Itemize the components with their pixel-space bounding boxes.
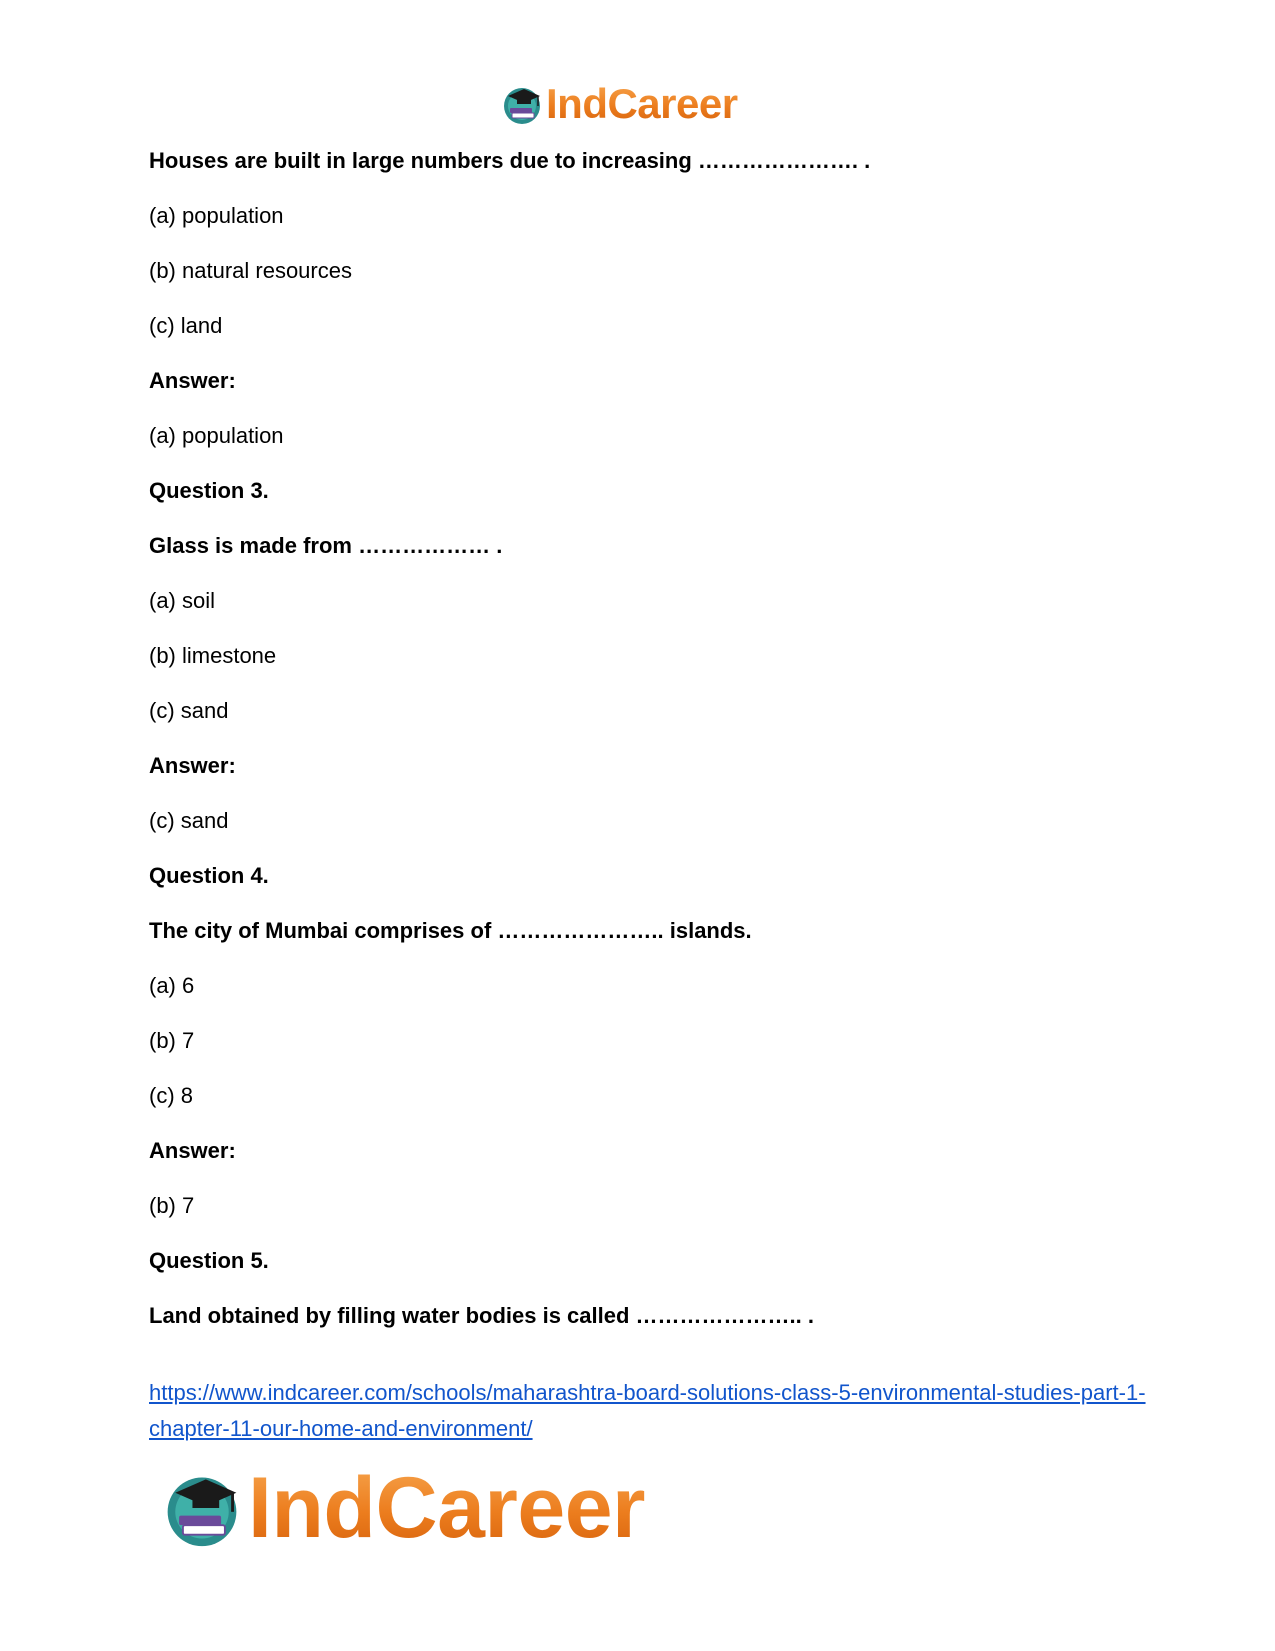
question-3-answer: (c) sand (149, 808, 229, 833)
question-4-answer-label: Answer: (149, 1138, 236, 1163)
question-4-answer: (b) 7 (149, 1193, 195, 1218)
question-3-option-a: (a) soil (149, 588, 216, 613)
question-3-text: Glass is made from ……………… . (149, 533, 503, 558)
question-4-option-b: (b) 7 (149, 1028, 195, 1053)
question-2-option-c: (c) land (149, 313, 223, 338)
question-3-option-b: (b) limestone (149, 643, 277, 668)
question-2-answer: (a) population (149, 423, 284, 448)
question-5-heading: Question 5. (149, 1248, 269, 1273)
brand-name: IndCareer (248, 1460, 645, 1556)
graduation-globe-icon (500, 82, 544, 126)
question-2-answer-label: Answer: (149, 368, 236, 393)
question-4-option-c: (c) 8 (149, 1083, 193, 1108)
source-link[interactable]: https://www.indcareer.com/schools/maharashtra-board-solutions-class-5-environmental-studies-part-1-chapter-11-our-home-and-environment/ (149, 1380, 1146, 1441)
question-3-answer-label: Answer: (149, 753, 236, 778)
question-4-option-a: (a) 6 (149, 973, 195, 998)
question-2-option-a: (a) population (149, 203, 284, 228)
graduation-globe-icon (160, 1466, 244, 1550)
question-3-heading: Question 3. (149, 478, 269, 503)
question-3-option-c: (c) sand (149, 698, 229, 723)
question-4-text: The city of Mumbai comprises of ………………….. islands. (149, 918, 752, 943)
question-5-text: Land obtained by filling water bodies is called ………………….. . (149, 1303, 814, 1328)
footer-logo (160, 1460, 645, 1556)
document-body (149, 147, 1149, 1357)
brand-name: IndCareer (546, 80, 738, 127)
question-2-option-b: (b) natural resources (149, 258, 352, 283)
question-2-text: Houses are built in large numbers due to increasing …………………. . (149, 148, 871, 173)
question-4-heading: Question 4. (149, 863, 269, 888)
header-logo (500, 80, 738, 128)
